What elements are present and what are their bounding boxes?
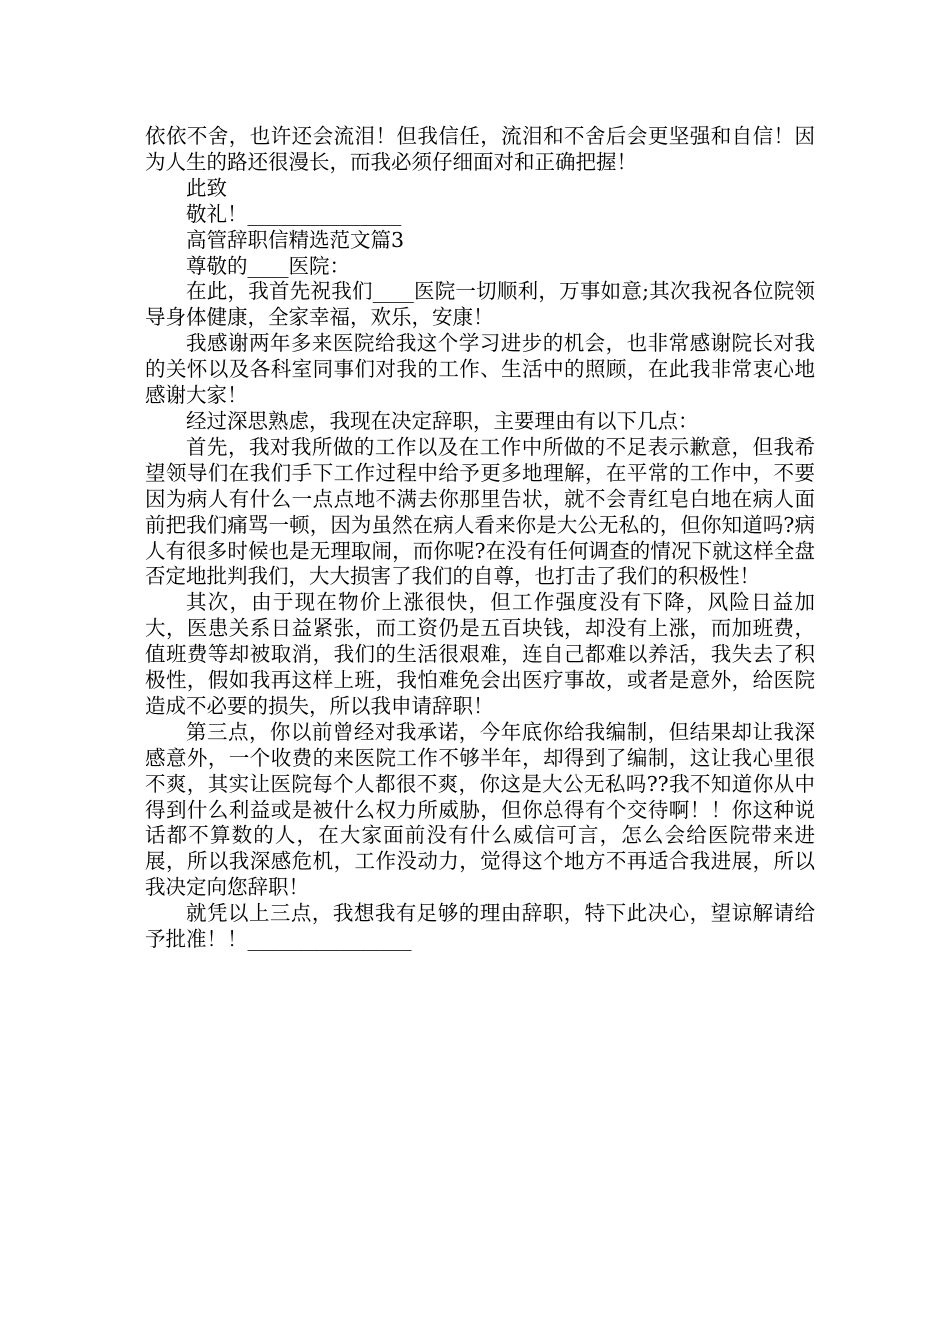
section-title: 高管辞职信精选范文篇3	[186, 227, 405, 252]
closing-regards: 敬礼！_______________	[186, 201, 402, 226]
paragraph-thanks: 我感谢两年多来医院给我这个学习进步的机会，也非常感谢院长对我的关怀以及各科室同事们对我的工作、生活中的照顾，在此我非常衷心地感谢大家！	[145, 331, 815, 408]
paragraph-reason-third: 第三点，你以前曾经对我承诺，今年底你给我编制，但结果却让我深感意外，一个收费的来医院工作不够半年，却得到了编制，这让我心里很不爽，其实让医院每个人都很不爽，你这是大公无私吗??我不知道你从中得到什么利益或是被什么权力所威胁，但你总得有个交待啊！！你这种说话都不算数的人，在大家面前没有什么威信可言，怎么会给医院带来进展，所以我深感危机，工作没动力，觉得这个地方不再适合我进展，所以我决定向您辞职！	[145, 719, 815, 900]
paragraph-reason-second: 其次，由于现在物价上涨很快，但工作强度没有下降，风险日益加大，医患关系日益紧张，而工资仍是五百块钱，却没有上涨，而加班费，值班费等却被取消，我们的生活很艰难，连自己都难以养活，我失去了积极性，假如我再这样上班，我怕难免会出医疗事故，或者是意外，给医院造成不必要的损失，所以我申请辞职！	[145, 590, 815, 718]
paragraph-decision: 经过深思熟虑，我现在决定辞职，主要理由有以下几点：	[186, 408, 699, 433]
paragraph-conclusion: 就凭以上三点，我想我有足够的理由辞职，特下此决心，望谅解请给予批准！！________________	[145, 901, 815, 952]
greeting: 尊敬的____医院：	[186, 253, 350, 278]
paragraph-1: 依依不舍，也许还会流泪！但我信任，流泪和不舍后会更坚强和自信！因为人生的路还很漫长，而我必须仔细面对和正确把握！	[145, 124, 815, 174]
closing-salutation: 此致	[186, 175, 227, 200]
paragraph-wishes: 在此，我首先祝我们____医院一切顺利，万事如意;其次我祝各位院领导身体健康，全家幸福，欢乐，安康！	[145, 279, 815, 330]
paragraph-reason-first: 首先，我对我所做的工作以及在工作中所做的不足表示歉意，但我希望领导们在我们手下工作过程中给予更多地理解，在平常的工作中，不要因为病人有什么一点点地不满去你那里告状，就不会青红皂白地在病人面前把我们痛骂一顿，因为虽然在病人看来你是大公无私的，但你知道吗?病人有很多时候也是无理取闹，而你呢?在没有任何调查的情况下就这样全盘否定地批判我们，大大损害了我们的自尊，也打击了我们的积极性！	[145, 434, 815, 589]
letter-body	[145, 124, 815, 953]
